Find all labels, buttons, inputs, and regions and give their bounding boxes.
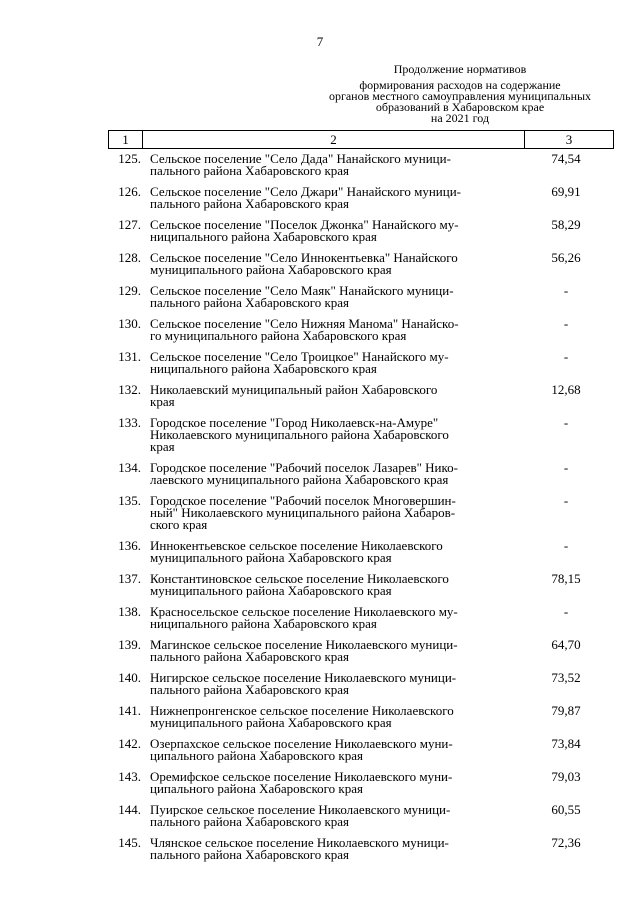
norm-value: 69,91 xyxy=(551,184,581,199)
norm-value: - xyxy=(563,604,569,619)
table-row xyxy=(108,153,614,177)
row-number: 130. xyxy=(118,316,141,331)
column-number-header xyxy=(108,130,614,149)
norm-value: 73,52 xyxy=(551,670,581,685)
norm-value: 12,68 xyxy=(551,382,581,397)
municipality-name xyxy=(150,606,510,630)
norm-value: - xyxy=(563,460,569,475)
page-number: 7 xyxy=(316,34,324,49)
norm-value: 73,84 xyxy=(551,736,581,751)
norm-value: - xyxy=(563,493,569,508)
row-number: 136. xyxy=(118,538,141,553)
municipality-name-line: ный" Николаевского муниципального района Хабаров- xyxy=(150,505,456,520)
row-number: 129. xyxy=(118,283,141,298)
municipality-name xyxy=(150,384,510,408)
municipality-name-line: муниципального района Хабаровского края xyxy=(150,550,392,565)
municipality-name-line: Сельское поселение "Село Дада" Нанайского муници- xyxy=(150,151,451,166)
municipality-name xyxy=(150,771,510,795)
table-row xyxy=(108,417,614,453)
municipality-name-line: пального района Хабаровского края xyxy=(150,196,350,211)
municipality-name-line: пального района Хабаровского края xyxy=(150,295,350,310)
row-number: 126. xyxy=(118,184,141,199)
municipality-name-line: ципального района Хабаровского края xyxy=(150,748,363,763)
municipality-name xyxy=(150,837,510,861)
norm-value: - xyxy=(563,316,569,331)
row-number: 139. xyxy=(118,637,141,652)
column-header-1: 1 xyxy=(109,131,143,149)
municipality-name-line: Городское поселение "Рабочий поселок Многовершин- xyxy=(150,493,456,508)
row-number: 138. xyxy=(118,604,141,619)
row-number: 131. xyxy=(118,349,141,364)
table-row xyxy=(108,219,614,243)
municipality-name-line: Константиновское сельское поселение Николаевского xyxy=(150,571,449,586)
table-row xyxy=(108,384,614,408)
municipality-name xyxy=(150,639,510,663)
norm-value: - xyxy=(563,349,569,364)
municipality-name-line: Городское поселение "Город Николаевск-на-Амуре" xyxy=(150,415,439,430)
row-number: 144. xyxy=(118,802,141,817)
municipality-name-line: Городское поселение "Рабочий поселок Лазарев" Нико- xyxy=(150,460,458,475)
caption-line: на 2021 год xyxy=(430,111,490,125)
column-header-3: 3 xyxy=(525,131,614,149)
municipality-name-line: Сельское поселение "Поселок Джонка" Нанайского му- xyxy=(150,217,459,232)
row-number: 140. xyxy=(118,670,141,685)
continuation-heading: Продолжение нормативов xyxy=(393,62,527,76)
row-number: 133. xyxy=(118,415,141,430)
table-row xyxy=(108,285,614,309)
municipality-name-line: Оремифское сельское поселение Николаевского муни- xyxy=(150,769,453,784)
table-row xyxy=(108,540,614,564)
norm-value: 74,54 xyxy=(551,151,581,166)
municipality-name xyxy=(150,540,510,564)
table-row xyxy=(108,672,614,696)
table-row xyxy=(108,252,614,276)
municipality-name-line: Члянское сельское поселение Николаевского муници- xyxy=(150,835,449,850)
row-number: 143. xyxy=(118,769,141,784)
table-row xyxy=(108,837,614,861)
municipality-name-line: Озерпахское сельское поселение Николаевского муни- xyxy=(150,736,453,751)
municipality-name xyxy=(150,573,510,597)
norm-value: 79,03 xyxy=(551,769,581,784)
norm-value: 79,87 xyxy=(551,703,581,718)
norm-value: 64,70 xyxy=(551,637,581,652)
municipality-name xyxy=(150,672,510,696)
municipality-name xyxy=(150,186,510,210)
municipality-name xyxy=(150,417,510,453)
table-row xyxy=(108,462,614,486)
caption-line: образований в Хабаровском крае xyxy=(375,100,545,114)
row-number: 134. xyxy=(118,460,141,475)
municipality-name-line: пального района Хабаровского края xyxy=(150,814,350,829)
municipality-name-line: Сельское поселение "Село Троицкое" Нанайского му- xyxy=(150,349,449,364)
norm-value: - xyxy=(563,538,569,553)
municipality-name-line: края xyxy=(150,439,175,454)
table-row xyxy=(108,351,614,375)
table-row xyxy=(108,771,614,795)
municipality-name-line: Сельское поселение "Село Джари" Нанайского муници- xyxy=(150,184,461,199)
table-row xyxy=(108,705,614,729)
row-number: 132. xyxy=(118,382,141,397)
municipality-name-line: ского края xyxy=(150,517,208,532)
table-row xyxy=(108,495,614,531)
caption-line: формирования расходов на содержание xyxy=(359,78,561,92)
column-header-2: 2 xyxy=(143,131,525,149)
municipality-name-line: Красносельское сельское поселение Николаевского му- xyxy=(150,604,458,619)
norm-value: 56,26 xyxy=(551,250,581,265)
table-row xyxy=(108,804,614,828)
table-row xyxy=(108,606,614,630)
norm-value: - xyxy=(563,415,569,430)
municipality-name-line: лаевского муниципального района Хабаровского края xyxy=(150,472,449,487)
municipality-name-line: ципального района Хабаровского края xyxy=(150,781,363,796)
municipality-name-line: пального района Хабаровского края xyxy=(150,682,350,697)
norms-table-body xyxy=(108,153,614,870)
caption-line: органов местного самоуправления муниципальных xyxy=(328,89,592,103)
municipality-name xyxy=(150,351,510,375)
municipality-name-line: Николаевский муниципальный район Хабаровского xyxy=(150,382,438,397)
municipality-name xyxy=(150,462,510,486)
municipality-name xyxy=(150,705,510,729)
municipality-name-line: пального района Хабаровского края xyxy=(150,847,350,862)
table-caption xyxy=(310,80,610,124)
municipality-name-line: Пуирское сельское поселение Николаевского муници- xyxy=(150,802,451,817)
municipality-name xyxy=(150,219,510,243)
municipality-name-line: муниципального района Хабаровского края xyxy=(150,715,392,730)
table-row xyxy=(108,186,614,210)
row-number: 127. xyxy=(118,217,141,232)
municipality-name xyxy=(150,804,510,828)
municipality-name-line: Сельское поселение "Село Маяк" Нанайского муници- xyxy=(150,283,454,298)
municipality-name-line: Сельское поселение "Село Нижняя Манома" Нанайско- xyxy=(150,316,459,331)
municipality-name-line: Сельское поселение "Село Иннокентьевка" Нанайского xyxy=(150,250,458,265)
row-number: 142. xyxy=(118,736,141,751)
row-number: 125. xyxy=(118,151,141,166)
municipality-name-line: края xyxy=(150,394,175,409)
table-row xyxy=(108,738,614,762)
municipality-name-line: ниципального района Хабаровского края xyxy=(150,229,377,244)
municipality-name-line: пального района Хабаровского края xyxy=(150,163,350,178)
municipality-name-line: го муниципального района Хабаровского края xyxy=(150,328,407,343)
row-number: 128. xyxy=(118,250,141,265)
municipality-name-line: Николаевского муниципального района Хабаровского xyxy=(150,427,449,442)
municipality-name-line: муниципального района Хабаровского края xyxy=(150,262,392,277)
norm-value: 60,55 xyxy=(551,802,581,817)
municipality-name-line: Иннокентьевское сельское поселение Николаевского xyxy=(150,538,443,553)
norm-value: - xyxy=(563,283,569,298)
municipality-name-line: Магинское сельское поселение Николаевского муници- xyxy=(150,637,458,652)
row-number: 137. xyxy=(118,571,141,586)
municipality-name xyxy=(150,318,510,342)
municipality-name xyxy=(150,738,510,762)
norm-value: 78,15 xyxy=(551,571,581,586)
municipality-name-line: ниципального района Хабаровского края xyxy=(150,616,377,631)
municipality-name-line: Нигирское сельское поселение Николаевского муници- xyxy=(150,670,457,685)
municipality-name-line: ниципального района Хабаровского края xyxy=(150,361,377,376)
municipality-name xyxy=(150,252,510,276)
row-number: 145. xyxy=(118,835,141,850)
table-row xyxy=(108,639,614,663)
municipality-name-line: пального района Хабаровского края xyxy=(150,649,350,664)
municipality-name xyxy=(150,153,510,177)
norm-value: 72,36 xyxy=(551,835,581,850)
row-number: 141. xyxy=(118,703,141,718)
table-row xyxy=(108,573,614,597)
municipality-name-line: муниципального района Хабаровского края xyxy=(150,583,392,598)
municipality-name-line: Нижнепронгенское сельское поселение Николаевского xyxy=(150,703,454,718)
row-number: 135. xyxy=(118,493,141,508)
municipality-name xyxy=(150,495,510,531)
table-row xyxy=(108,318,614,342)
norm-value: 58,29 xyxy=(551,217,581,232)
municipality-name xyxy=(150,285,510,309)
